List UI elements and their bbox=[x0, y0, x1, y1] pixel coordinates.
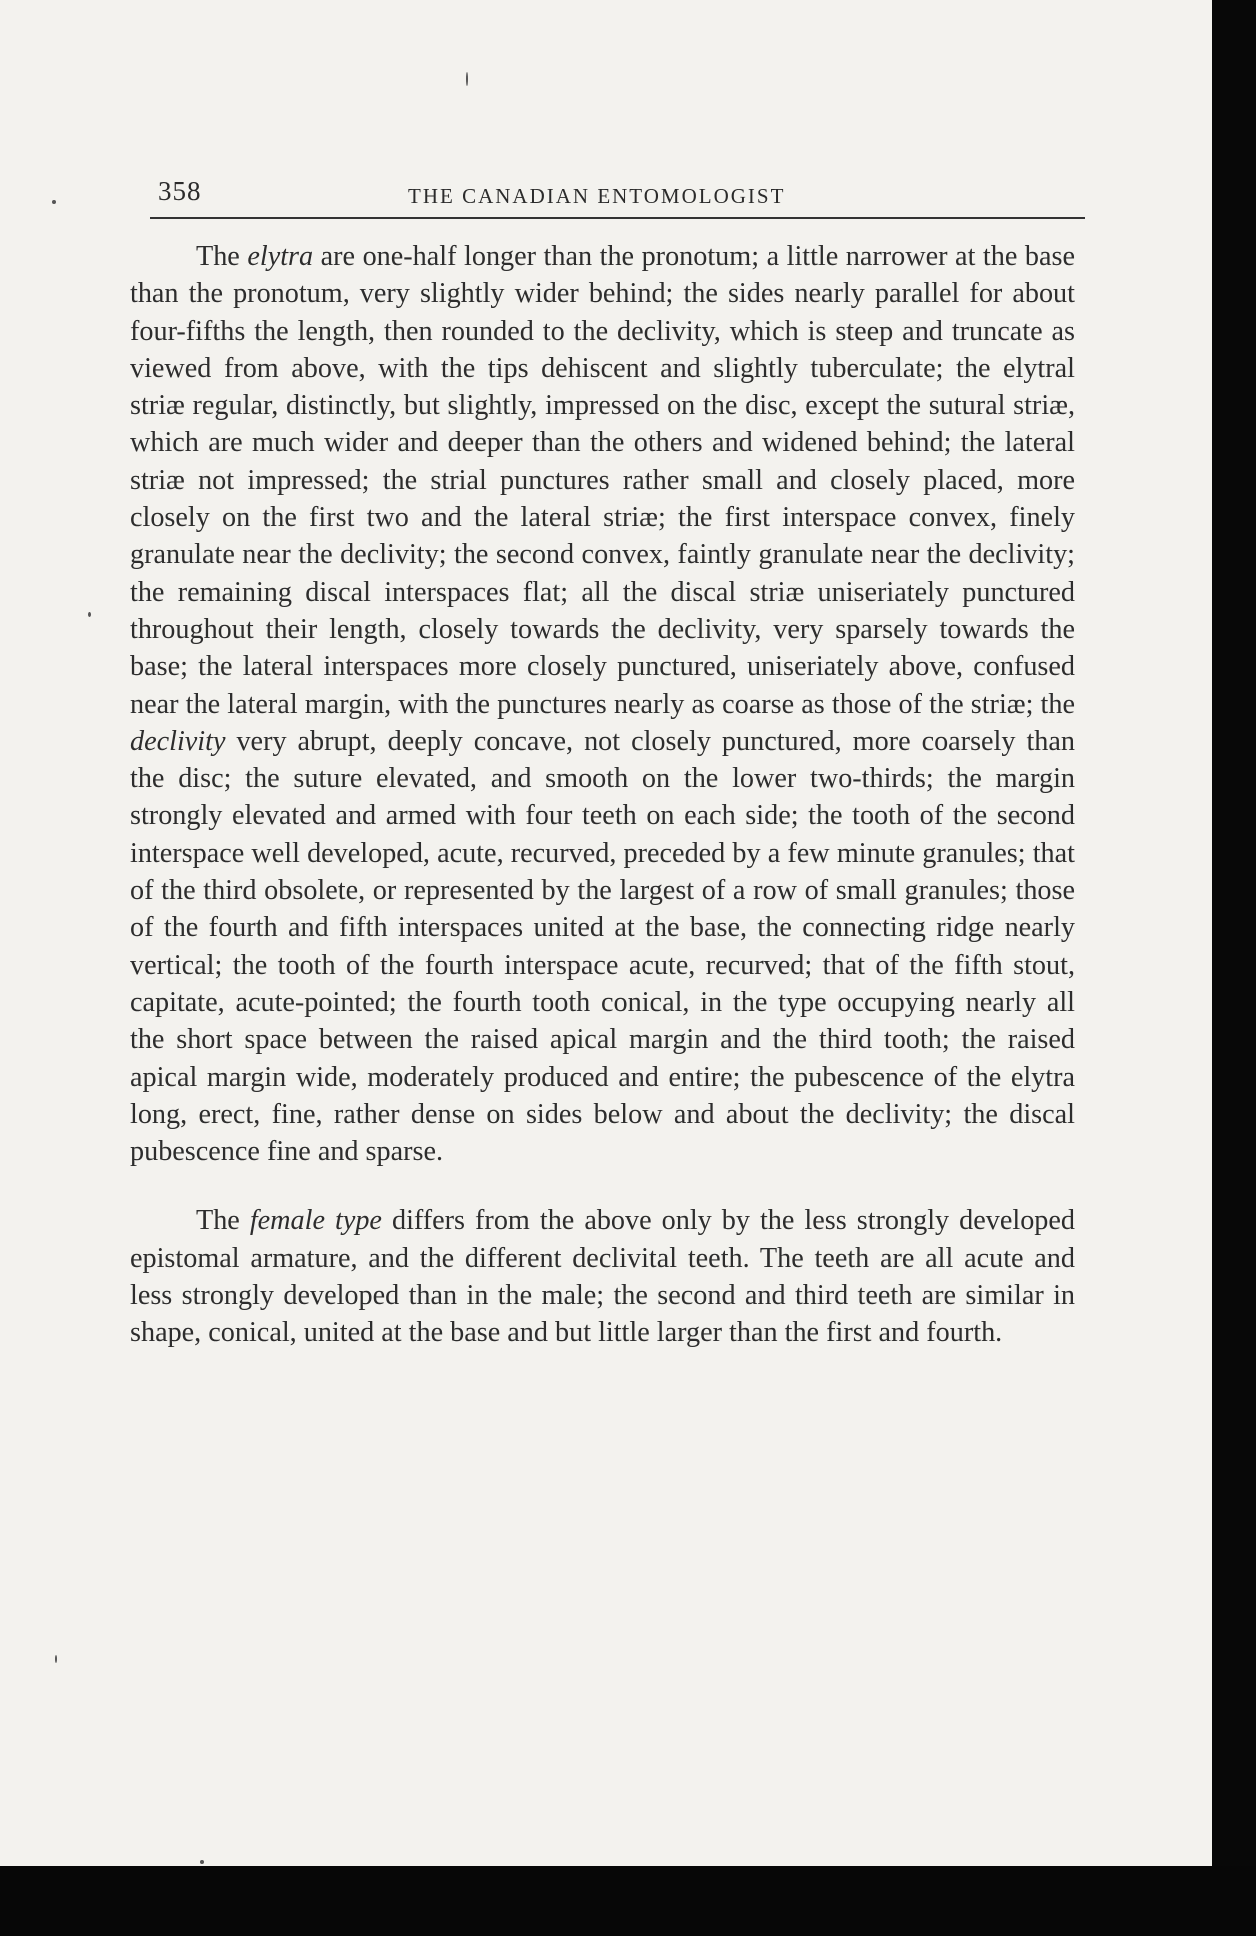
italic-term: declivity bbox=[130, 725, 226, 757]
page-header bbox=[150, 172, 1085, 216]
header-rule bbox=[150, 217, 1085, 219]
running-title: THE CANADIAN ENTOMOLOGIST bbox=[408, 184, 786, 208]
scan-speck bbox=[466, 72, 468, 86]
page-number: 358 bbox=[158, 176, 202, 206]
paragraph-text: are one-half longer than the pronotum; a little narrower at the base than the pronotum, very slightly wider behind; the sides nearly parallel for about four-fifths the length, then rounded to the declivity, which is steep and truncate as viewed from above, with the tips dehiscent and slightly tuberculate; the elytral striæ regular, distinctly, but slightly, impressed on the disc, except the sutural striæ, which are much wider and deeper than the others and widened behind; the lateral striæ not impressed; the strial punctures rather small and closely placed, more closely on the first two and the lateral striæ; the first interspace convex, finely granulate near the declivity; the second convex, faintly granulate near the declivity; the remaining discal interspaces flat; all the discal striæ uniseriately punctured throughout their length, closely towards the declivity, very sparsely towards the base; the lateral interspaces more closely punctured, uniseriately above, confused near the lateral margin, with the punctures nearly as coarse as those of the striæ; the bbox=[130, 241, 1075, 720]
scan-speck bbox=[52, 200, 56, 204]
scan-speck bbox=[200, 1860, 204, 1864]
paragraph-lead: The bbox=[196, 241, 248, 272]
italic-term: elytra bbox=[247, 241, 314, 272]
paragraph-text: differs from the above only by the less strongly developed epistomal armature, and the different declivital teeth. The teeth are all acute and less strongly developed than in the male; the second and third teeth are similar in shape, conical, united at the base and but little larger than the first and fourth. bbox=[130, 1205, 1075, 1349]
paragraph-text: very abrupt, deeply concave, not closely punctured, more coarsely than the disc; the suture elevated, and smooth on the lower two-thirds; the margin strongly elevated and armed with four teeth on each side; the tooth of the second interspace well developed, acute, recurved, preceded by a few minute granules; that of the third obsolete, or represented by the largest of a row of small granules; those of the fourth and fifth interspaces united at the base, the connecting ridge nearly vertical; the tooth of the fourth interspace acute, recurved; that of the fifth stout, capitate, acute-pointed; the fourth tooth conical, in the type occupying nearly all the short space between the raised apical margin and the third tooth; the raised apical margin wide, moderately produced and entire; the pubescence of the elytra long, erect, fine, rather dense on sides below and about the declivity; the discal pubescence fine and sparse. bbox=[130, 725, 1075, 1168]
paragraph-elytra bbox=[130, 238, 1075, 1170]
scan-speck bbox=[88, 612, 91, 617]
scan-speck bbox=[55, 1655, 57, 1663]
body-text bbox=[130, 238, 1075, 1352]
scan-border-right bbox=[1212, 0, 1256, 1936]
paragraph-lead: The bbox=[196, 1205, 250, 1237]
paragraph-female-type bbox=[130, 1202, 1075, 1351]
italic-term: female type bbox=[249, 1205, 382, 1237]
scan-border-bottom bbox=[0, 1866, 1256, 1936]
